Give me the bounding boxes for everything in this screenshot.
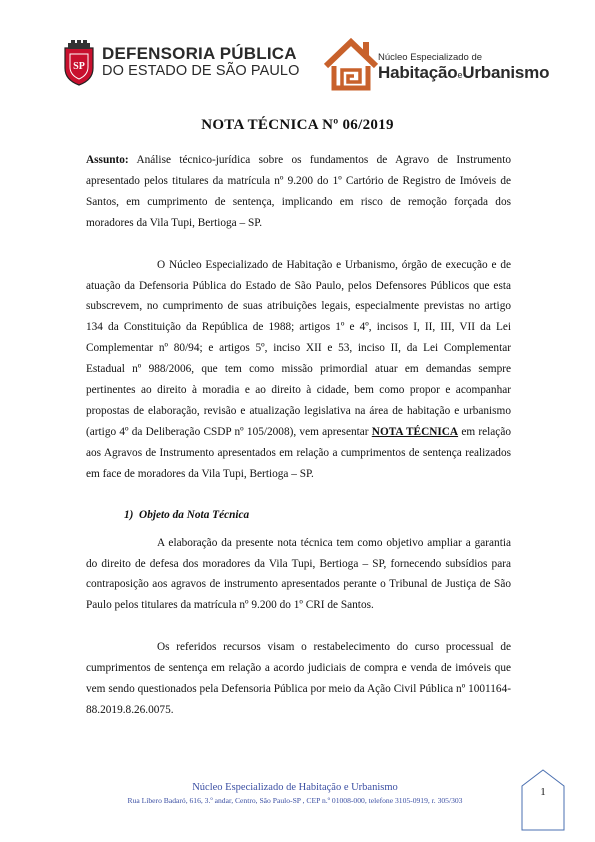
- defensoria-logo: [62, 40, 302, 86]
- assunto-paragraph: [86, 150, 511, 234]
- assunto-label: Assunto:: [86, 154, 129, 166]
- nucleo-habitacao-logo: [322, 36, 550, 92]
- page-badge-shape: [521, 769, 565, 831]
- crest-text: SP: [73, 61, 85, 72]
- nota-tecnica-emphasis: NOTA TÉCNICA: [371, 425, 459, 438]
- nucleo-logo-conj: e: [457, 70, 463, 80]
- footer-address: Rua Líbero Badaró, 616, 3.º andar, Centro, São Paulo-SP , CEP n.º 01008-000, telefone 3105-0919, r. 305/303: [127, 796, 463, 805]
- intro-paragraph: [86, 255, 511, 485]
- page-number: 1: [540, 786, 546, 798]
- assunto-text: Análise técnico-jurídica sobre os fundamentos de Agravo de Instrumento apresentado pelos titulares da matrícula nº 9.200 do 1º Cartório de Registro de Imóveis de Santos, em cumprimento de sentença, implicando em risco de remoção forçada dos moradores da Vila Tupi, Bertioga – SP.: [86, 154, 511, 229]
- objeto-paragraph-2: Os referidos recursos visam o restabelecimento do curso processual de cumprimentos de sentença em relação a acordo judiciais de compra e venda de imóveis que vem sendo questionados pela Defensoria Pública por meio da Ação Civil Pública nº 1001164-88.2019.8.26.0075.: [86, 641, 511, 716]
- document-title: NOTA TÉCNICA Nº 06/2019: [201, 117, 394, 133]
- defensoria-logo-line2: DO ESTADO DE SÃO PAULO: [102, 63, 300, 79]
- page-number-badge: [521, 769, 565, 831]
- nucleo-logo-line2: [378, 63, 549, 85]
- footer-institution: Núcleo Especializado de Habitação e Urbanismo: [192, 782, 398, 793]
- document-body: [86, 150, 511, 721]
- nucleo-logo-line1: Núcleo Especializado de: [378, 52, 483, 63]
- house-spiral-icon: [322, 36, 380, 92]
- intro-text-before: O Núcleo Especializado de Habitação e Urbanismo, órgão de execução e de atuação da Defensoria Pública do Estado de São Paulo, pelos Defensores Públicos que esta subscrevem, no cumprimento de suas atribuições legais, especialmente previstas no artigo 134 da Constituição da República de 1988; artigos 1º e 4º, incisos I, II, III, VII da Lei Complementar nº 80/94; e artigos 5º, inciso XII e 53, inciso II, da Lei Complementar Estadual nº 988/2006, que tem como missão primordial atuar em demandas sempre pertinentes ao direito à moradia e ao direito à cidade, bem como propor e acompanhar propostas de elaboração, revisão e atualização legislativa na área de habitação e urbanismo (artigo 4º da Deliberação CSDP nº 105/2008), vem apresentar: [86, 258, 511, 438]
- objeto-paragraph-1: A elaboração da presente nota técnica tem como objetivo ampliar a garantia do direito de defesa dos moradores da Vila Tupi, Bertioga – SP, fornecendo subsídios para contraposição aos agravos de instrumento apresentados perante o Tribunal de Justiça de São Paulo pelos titulares da matrícula nº 9.200 do 1º CRI de Santos.: [86, 536, 511, 612]
- nucleo-logo-habitacao: Habitação: [378, 63, 458, 82]
- page-header: [0, 0, 595, 100]
- page-footer: [60, 781, 530, 807]
- section-heading-objeto: 1) Objeto da Nota Técnica: [124, 508, 250, 521]
- sao-paulo-crest-icon: [62, 40, 96, 86]
- nucleo-logo-urbanismo: Urbanismo: [462, 63, 550, 82]
- defensoria-logo-line1: DEFENSORIA PÚBLICA: [102, 44, 297, 63]
- intro-text-after: em relação aos Agravos de Instrumento apresentados em relação a cumprimentos de sentença realizados em face de moradores da Vila Tupi, Bertioga – SP.: [86, 425, 511, 480]
